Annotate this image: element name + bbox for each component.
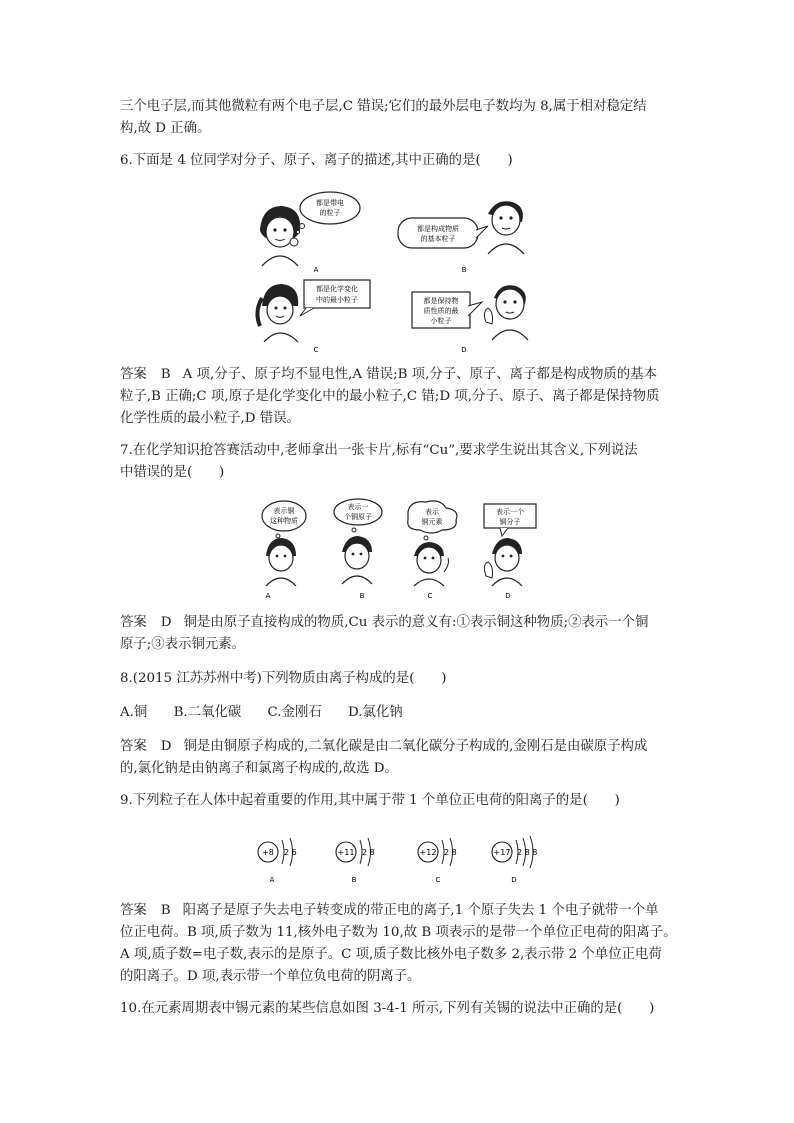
q6-d-bubble-3: 小粒子: [430, 317, 452, 325]
intro-text: 三个电子层,而其他微粒有两个电子层,C 错误;它们的最外层电子数均为 8,属于相对稳定结 构,故 D 正确。: [120, 99, 647, 136]
q9-c-nucleus: +12: [419, 848, 437, 857]
q9-atom-b: [336, 838, 375, 884]
question-9: 9.下列粒子在人体中起着重要的作用,其中属于带 1 个单位正电荷的阳离子的是( ): [120, 793, 620, 808]
q7-b-bubble-1: 表示一: [347, 503, 369, 511]
question-6: 6.下面是 4 位同学对分子、原子、离子的描述,其中正确的是( ): [120, 153, 513, 168]
q6-student-c: [257, 280, 370, 354]
answer-8: 答案 D 铜是由铜原子构成的,二氧化碳是由二氧化碳分子构成的,金刚石是由碳原子构成 的,氯化钠是由钠离子和氯离子构成的,故选 D。: [120, 736, 680, 780]
answer-key: D: [160, 615, 172, 630]
q9-c-shells: 2 8: [444, 848, 457, 857]
q6-label-d: D: [461, 346, 467, 354]
q7-d-bubble-2: 铜分子: [499, 518, 521, 526]
question-7: 7.在化学知识抢答赛活动中,老师拿出一张卡片,标有“Cu”,要求学生说出其含义,下列说法 中错误的是( ): [120, 443, 638, 480]
q9-atom-d: [492, 836, 537, 884]
q6-c-bubble-1: 都是化学变化: [316, 285, 358, 293]
q9-label-c: C: [435, 876, 441, 884]
answer-key: D: [160, 739, 172, 754]
q6-d-bubble-1: 都是保持物: [423, 297, 459, 305]
answer-label: 答案: [120, 367, 147, 382]
q7-d-bubble-1: 表示一个: [496, 508, 524, 516]
q6-d-bubble-2: 质性质的最: [423, 307, 459, 315]
q9-atom-c: [418, 838, 457, 884]
q7-a-bubble-1: 表示铜: [273, 507, 295, 515]
q6-a-bubble-1: 都是带电: [316, 199, 344, 207]
q9-atom-a: [258, 838, 297, 884]
answer-label: 答案: [120, 739, 147, 754]
q9-b-shells: 2 8: [362, 848, 375, 857]
q7-student-b: [334, 499, 382, 600]
q7-label-b: B: [359, 592, 365, 600]
q6-student-d: [412, 285, 528, 354]
answer-6: 答案 B A 项,分子、原子均不显电性,A 错误;B 项,分子、原子、离子都是构成物质的基本 粒子,B 正确;C 项,原子是化学变化中的最小粒子,C 错;D 项,分子、原子、离子都是保持物质 化学性质的最小粒子,D 错误。: [120, 364, 680, 430]
q9-figure: [248, 834, 548, 888]
q9-label-b: B: [351, 876, 357, 884]
q9-a-nucleus: +8: [262, 848, 274, 857]
q8-option-d: D.氯化钠: [348, 705, 403, 720]
q6-label-c: C: [313, 346, 319, 354]
q7-student-a: [262, 501, 306, 600]
q7-student-c: [408, 501, 457, 600]
q7-label-c: C: [427, 592, 433, 600]
q7-a-bubble-2: 这种物质: [270, 517, 298, 525]
q6-student-a: [260, 192, 360, 274]
answer-label: 答案: [120, 903, 147, 918]
q6-b-bubble-2: 的基本粒子: [420, 235, 456, 243]
answer-key: B: [160, 903, 171, 918]
q8-option-c: C.金刚石: [267, 705, 322, 720]
q6-figure: [250, 188, 550, 358]
q8-option-b: B.二氧化碳: [173, 705, 242, 720]
q8-options: [120, 702, 680, 724]
answer-label: 答案: [120, 615, 147, 630]
q6-student-b: [398, 201, 524, 274]
q7-student-d: [484, 504, 536, 600]
q9-b-nucleus: +11: [337, 848, 355, 857]
q7-label-a: A: [265, 592, 271, 600]
q7-b-bubble-2: 个铜原子: [344, 513, 372, 521]
q6-label-b: B: [461, 266, 467, 274]
q7-c-bubble-2: 铜元素: [421, 518, 443, 526]
question-10: 10.在元素周期表中锡元素的某些信息如图 3-4-1 所示,下列有关锡的说法中正确的是( ): [120, 1001, 655, 1016]
question-8: 8.(2015 江苏苏州中考)下列物质由离子构成的是( ): [120, 671, 447, 686]
answer-7: 答案 D 铜是由原子直接构成的物质,Cu 表示的意义有:①表示铜这种物质;②表示一个铜 原子;③表示铜元素。: [120, 612, 680, 656]
q7-c-bubble-1: 表示: [425, 508, 439, 516]
q9-a-shells: 2 6: [284, 848, 297, 857]
q9-label-d: D: [511, 876, 517, 884]
q6-b-bubble-1: 都是构成物质: [417, 225, 459, 233]
q6-c-bubble-2: 中的最小粒子: [316, 296, 358, 304]
answer-9: 答案 B 阳离子是原子失去电子转变成的带正电的离子,1 个原子失去 1 个电子就带一个单 位正电荷。B 项,质子数为 11,核外电子数为 10,故 B 项表示的是带一个单位正电荷的阳离子。 A 项,质子数=电子数,表示的是原子。C 项,质子数比核外电子数多 2,表示带 2 个单位正电荷 的阳离子。D 项,表示带一个单位负电荷的阴离子。: [120, 900, 680, 988]
q7-figure: [250, 498, 550, 602]
q7-label-d: D: [505, 592, 511, 600]
q9-d-nucleus: +17: [493, 848, 511, 857]
answer-key: B: [160, 367, 171, 382]
q9-d-shells: 2 8 8: [517, 848, 538, 857]
q6-a-bubble-2: 的粒子: [319, 209, 341, 217]
q8-option-a: A.铜: [120, 705, 148, 720]
q6-label-a: A: [313, 266, 319, 274]
q9-label-a: A: [269, 876, 275, 884]
